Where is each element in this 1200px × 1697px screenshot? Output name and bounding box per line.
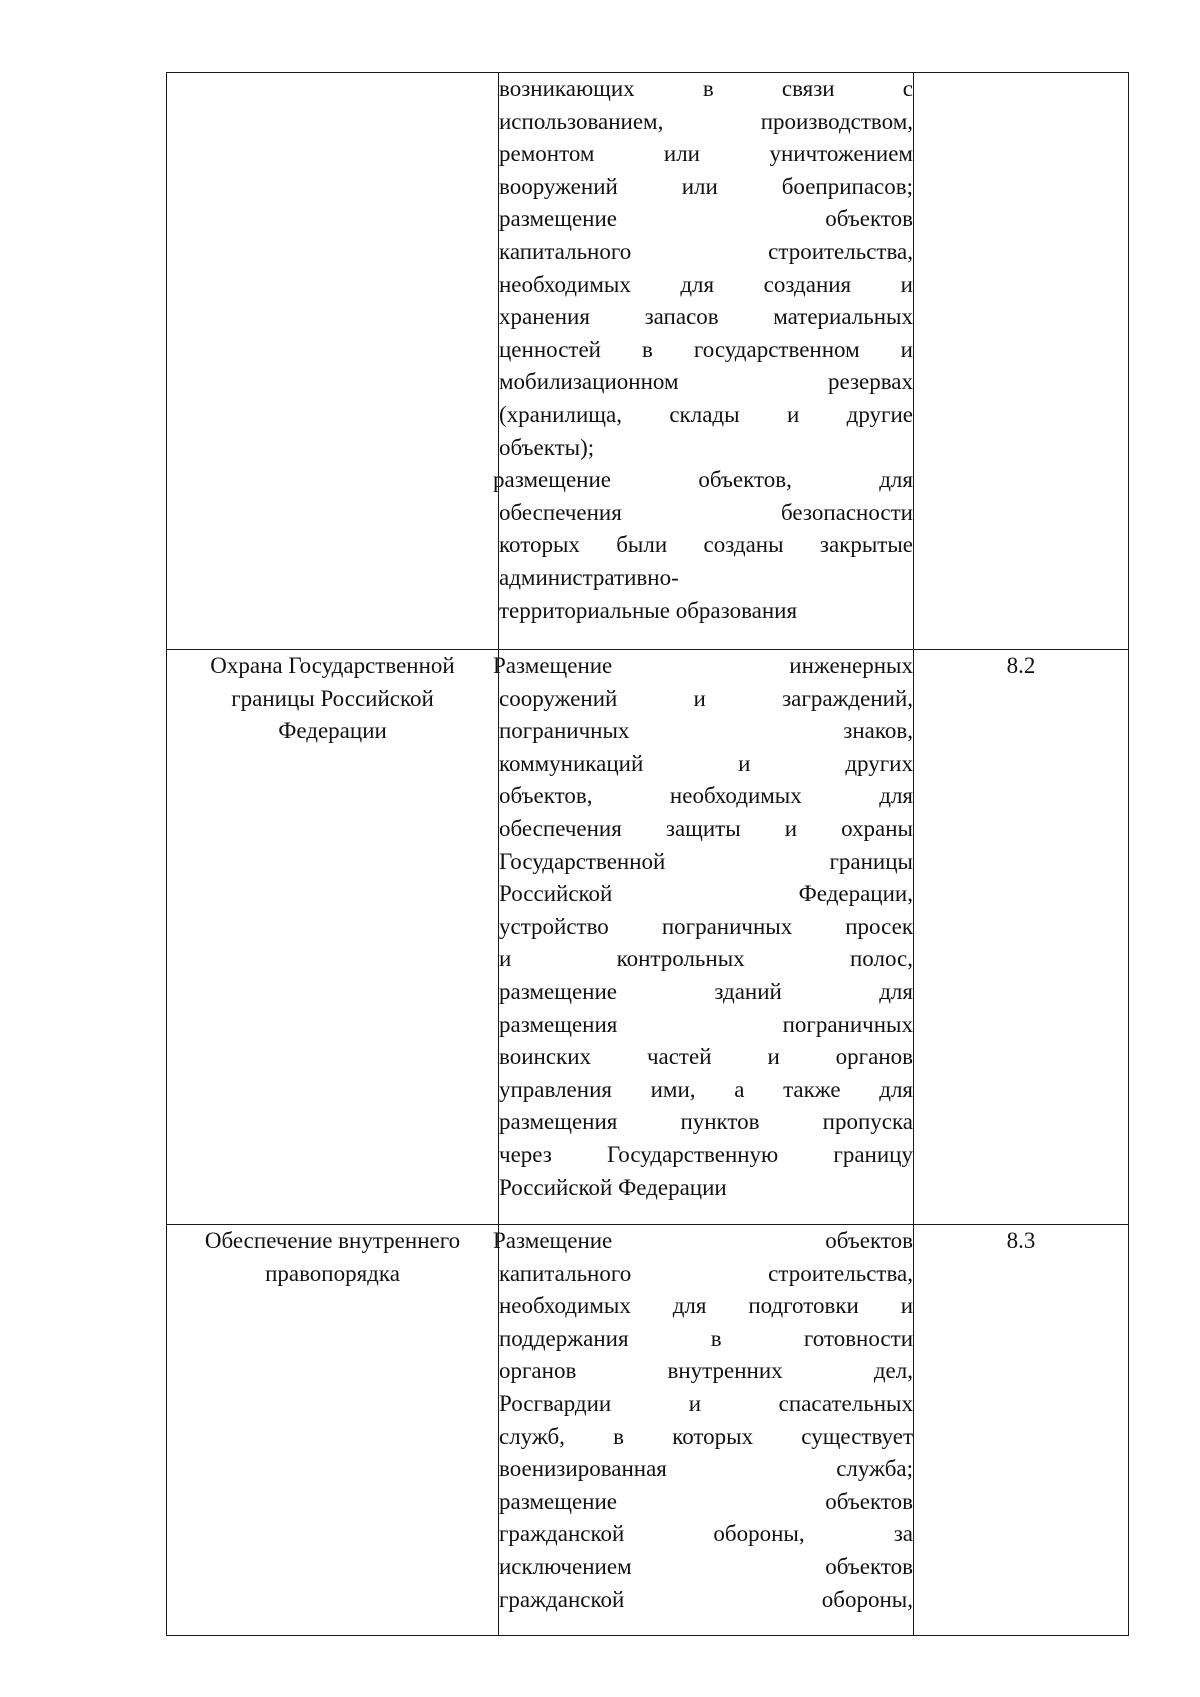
description-line: (хранилища, склады и другие [499, 401, 913, 427]
description-line: исключением объектов [499, 1553, 913, 1579]
use-code-cell: 8.3 [914, 1225, 1129, 1636]
description-line: объекты); [499, 434, 595, 460]
description-line: управления ими, а также для [499, 1076, 913, 1102]
description-line: размещения пограничных [499, 1011, 913, 1037]
use-type-name-line: Федерации [278, 718, 387, 744]
description-line: мобилизационном резервах [499, 369, 913, 395]
use-code-cell [914, 73, 1129, 650]
description-line: ремонтом или уничтожением [499, 141, 913, 167]
description-line: пограничных знаков, [499, 718, 913, 744]
description-line: ценностей в государственном и [499, 336, 913, 362]
description-line: гражданской обороны, [499, 1586, 913, 1612]
description-line: коммуникаций и других [499, 750, 913, 776]
description-line: размещение объектов [499, 206, 913, 232]
description-line: обеспечения безопасности [499, 499, 913, 525]
description-line: через Государственную границу [499, 1141, 913, 1167]
table-row [167, 650, 1129, 1225]
description-line: обеспечения защиты и охраны [499, 815, 913, 841]
use-type-name-cell [167, 650, 499, 1225]
description-line: устройство пограничных просек [499, 913, 913, 939]
description-line: административно- [499, 564, 679, 590]
description-line: размещение объектов, для [493, 467, 913, 493]
description-line: возникающих в связи с [499, 76, 913, 101]
description-line: объектов, необходимых для [499, 783, 913, 809]
use-description-cell [493, 73, 914, 650]
description-line: Размещение объектов [493, 1228, 913, 1253]
description-line: капитального строительства, [499, 1260, 913, 1286]
use-description-cell [493, 650, 914, 1225]
description-line: Российской Федерации, [499, 881, 913, 907]
description-line: вооружений или боеприпасов; [499, 173, 913, 199]
description-line: воинских частей и органов [499, 1044, 913, 1070]
description-line: которых были созданы закрытые [499, 532, 913, 558]
description-line: хранения запасов материальных [499, 304, 913, 330]
description-line: сооружений и заграждений, [499, 685, 913, 711]
description-line: Российской Федерации [499, 1174, 727, 1200]
use-type-name-cell [167, 1225, 499, 1636]
land-use-table [166, 72, 1129, 1636]
use-type-name-line: правопорядка [265, 1260, 400, 1286]
description-line: поддержания в готовности [499, 1325, 913, 1351]
description-line: и контрольных полос, [499, 946, 913, 972]
use-code-cell: 8.2 [914, 650, 1129, 1225]
description-line: военизированная служба; [499, 1456, 913, 1482]
description-line: служб, в которых существует [499, 1423, 913, 1449]
description-line: размещение объектов [499, 1488, 913, 1514]
use-description-cell [493, 1225, 914, 1636]
description-line: необходимых для создания и [499, 271, 913, 297]
use-type-name-cell [167, 73, 499, 650]
description-line: органов внутренних дел, [499, 1358, 913, 1384]
description-line: Размещение инженерных [493, 653, 913, 678]
description-line: Росгвардии и спасательных [499, 1390, 913, 1416]
table-row [167, 1225, 1129, 1636]
description-line: использованием, производством, [499, 108, 913, 134]
use-type-name-line: Охрана Государственной [210, 653, 455, 678]
description-line: необходимых для подготовки и [499, 1293, 913, 1319]
description-line: размещения пунктов пропуска [499, 1109, 913, 1135]
table-row [167, 73, 1129, 650]
use-type-name-line: Обеспечение внутреннего [204, 1228, 461, 1253]
use-type-name-line: границы Российской [231, 685, 434, 711]
description-line: Государственной границы [499, 848, 913, 874]
description-line: гражданской обороны, за [499, 1521, 913, 1547]
description-line: размещение зданий для [499, 978, 913, 1004]
description-line: территориальные образования [499, 597, 798, 623]
description-line: капитального строительства, [499, 238, 913, 264]
